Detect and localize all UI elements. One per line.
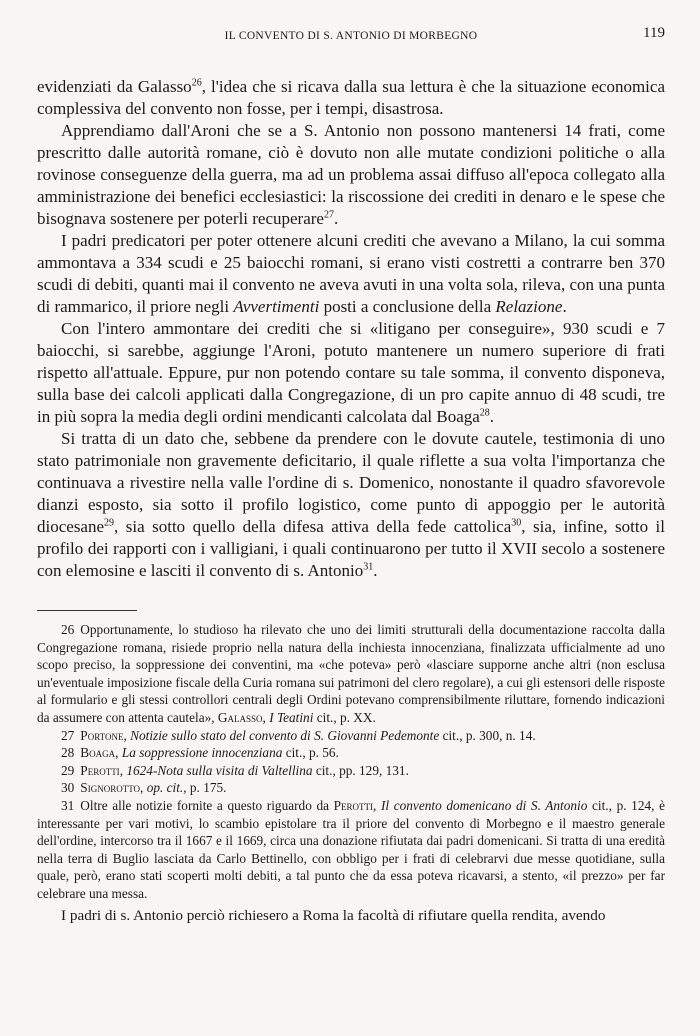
footnote-29: 29 Perotti, 1624-Nota sulla visita di Valtellina cit., pp. 129, 131. [61,762,409,778]
page-header [37,22,665,48]
footnote-31-continuation: I padri di s. Antonio perciò richiesero a Roma la facoltà di rifiutare quella rendita, avendo [61,906,606,924]
footnote-30: 30 Signorotto, op. cit., p. 175. [61,780,227,796]
paragraph-5: Si tratta di un dato che, sebbene da prendere con le dovute cautele, testimonia di uno stato patrimoniale non gravemente deficitario, il quale riflette a sua volta l'importanza che continuava a rivestire nella valle l'ordine di s. Domenico, nonostante il quadro sfavorevole dianzi esposto, sia sotto il profilo logistico, come punto di appoggio per le autorità diocesane$^{29}$, sia sotto quello della difesa attiva della fede cattolica$^{30}$, sia, infine, sotto il profilo dei rapporti con i valligiani, i quali continuarono per tutto il XVII secolo a sostenere con elemosine e lasciti il convento di s. Antonio$^{31}$. [37,429,665,580]
footnote-ref-30[interactable]: 30 [511,517,522,529]
running-head: IL CONVENTO DI S. ANTONIO DI MORBEGNO [224,30,478,42]
paragraph-4: Con l'intero ammontare dei crediti che si «litigano per conseguire», 930 scudi e 7 baiocchi, si sarebbe, aggiunge l'Aroni, potuto mantenere un numero superiore di frati rispetto all'attuale. Eppure, pur non potendo contare su tale somma, il convento disponeva, sulla base dei calcoli applicati dalla Congregazione, di un pro capite annuo di 48 scudi, tre in più sopra la media degli ordini mendicanti calcolata dal Boaga$^{28}$. [37,319,665,426]
footnotes [37,621,665,926]
footnote-ref-31[interactable]: 31 [363,561,374,573]
footnote-27: 27 Portone, Notizie sullo stato del convento di S. Giovanni Pedemonte cit., p. 300, n. 14. [61,727,536,743]
main-text [37,76,665,582]
footnote-ref-29[interactable]: 29 [104,517,115,529]
footnote-ref-28[interactable]: 28 [479,407,490,419]
page-number: 119 [643,25,665,41]
footnote-ref-27[interactable]: 27 [323,209,334,221]
paragraph-3: I padri predicatori per poter ottenere alcuni crediti che avevano a Milano, la cui somma ammontava a 334 scudi e 25 baiocchi romani, si erano visti costretti a contrarre ben 370 scudi di debiti, quanti mai il convento ne aveva avuti in una volta sola, rileva, con una punta di rammarico, il priore negli Avvertimenti posti a conclusione della Relazione. [37,231,665,316]
footnote-28: 28 Boaga, La soppressione innocenziana cit., p. 56. [61,745,339,761]
document-page [37,22,665,926]
footnote-divider [37,610,137,611]
footnote-26: 26 Opportunamente, lo studioso ha rilevato che uno dei limiti strutturali della documentazione raccolta dalla Congregazione romana, risiede proprio nella natura della inchiesta innocenziana, finalizzata ufficialmente ad uno scopo preciso, la soppressione dei conventini, ma «che poteva» però «lasciare supporne anche altri (non esclusa un'eventuale imposizione fiscale della Curia romana sui patrimoni del clero regolare), a cui gli estensori delle risposte al formulario e gli stessi controllori centrali degli Ordini potevano comprensibilmente riluttare, fornendo indicazioni da assumere con attenta cautela», Galasso, I Teatini cit., p. XX. [37,622,665,725]
footnote-31: 31 Oltre alle notizie fornite a questo riguardo da Perotti, Il convento domenicano di S. Antonio cit., p. 124, è interessante per vari motivi, lo scambio epistolare tra il priore del convento di Morbegno e il maestro generale dell'ordine, intercorso tra il 1667 e il 1669, circa una donazione rifiutata dai padri domenicani. Si tratta di una eredità nella terra di Buglio lasciata da Carlo Bettinello, con obbligo per i frati di celebrarvi due messe quotidiane, sulla quale, però, erano stati scoperti molti debiti, a tal punto che da essa poteva ricavarsi, a stento, «il prezzo» per far celebrare una messa. [37,797,665,901]
paragraph-1: evidenziati da Galasso$^{26}$, l'idea che si ricava dalla sua lettura è che la situazione economica complessiva del convento non fosse, per i tempi, disastrosa. [37,77,665,118]
footnote-ref-26[interactable]: 26 [191,77,202,89]
paragraph-2: Apprendiamo dall'Aroni che se a S. Antonio non possono mantenersi 14 frati, come prescritto dalle autorità romane, ciò è dovuto non alle mutate condizioni politiche o alla rovinose conseguenze della guerra, ma ad un problema assai diffuso all'epoca collegato alla amministrazione dei benefici ecclesiastici: la riscossione dei crediti in denaro e le spese che bisognava sostenere per poterli recuperare$^{27}$. [37,121,665,228]
